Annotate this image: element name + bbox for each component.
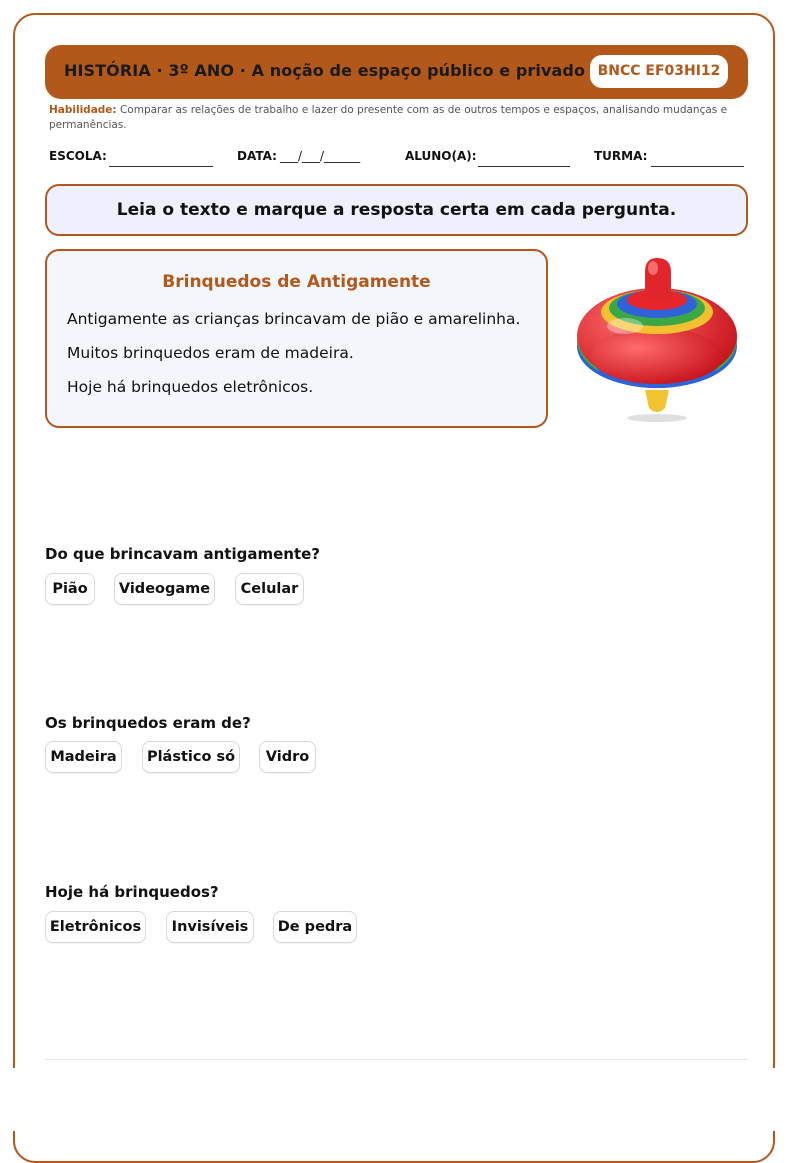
page-title: HISTÓRIA · 3º ANO · A noção de espaço público e privado [64,61,586,80]
instruction-box: Leia o texto e marque a resposta certa em cada pergunta. [45,184,748,236]
reading-box [45,249,548,428]
data-label: DATA: [237,149,277,163]
option-piao[interactable]: Pião [45,573,95,605]
reading-line-2: Muitos brinquedos eram de madeira. [67,344,354,362]
option-videogame[interactable]: Videogame [114,573,215,605]
header-banner [45,45,748,99]
option-plastico[interactable]: Plástico só [142,741,240,773]
skill-label: Habilidade: [49,104,117,116]
bncc-badge: BNCC EF03HI12 [590,55,728,88]
spinning-top-icon [575,250,740,425]
page-bottom-margin [0,1068,791,1131]
option-de-pedra[interactable]: De pedra [273,911,357,943]
aluno-label: ALUNO(A): [405,149,477,163]
question-2: Os brinquedos eram de? [45,714,251,732]
turma-label: TURMA: [594,149,648,163]
aluno-field[interactable] [478,166,570,167]
footer-divider [45,1059,748,1060]
question-1: Do que brincavam antigamente? [45,545,321,563]
option-eletronicos[interactable]: Eletrônicos [45,911,146,943]
escola-field[interactable] [109,166,213,167]
data-field[interactable]: ___/___/______ [280,149,361,163]
reading-title: Brinquedos de Antigamente [162,272,431,292]
skill-text: Comparar as relações de trabalho e lazer do presente com as de outros tempos e espaços, analisando mudanças e permanências. [49,104,728,131]
option-celular[interactable]: Celular [235,573,304,605]
question-3: Hoje há brinquedos? [45,883,219,901]
escola-label: ESCOLA: [49,149,107,163]
option-madeira[interactable]: Madeira [45,741,122,773]
reading-line-3: Hoje há brinquedos eletrônicos. [67,378,314,396]
option-vidro[interactable]: Vidro [259,741,316,773]
reading-line-1: Antigamente as crianças brincavam de pião e amarelinha. [67,310,521,328]
turma-field[interactable] [651,166,744,167]
skill-description [49,103,739,133]
option-invisiveis[interactable]: Invisíveis [166,911,254,943]
student-fields [49,149,747,169]
